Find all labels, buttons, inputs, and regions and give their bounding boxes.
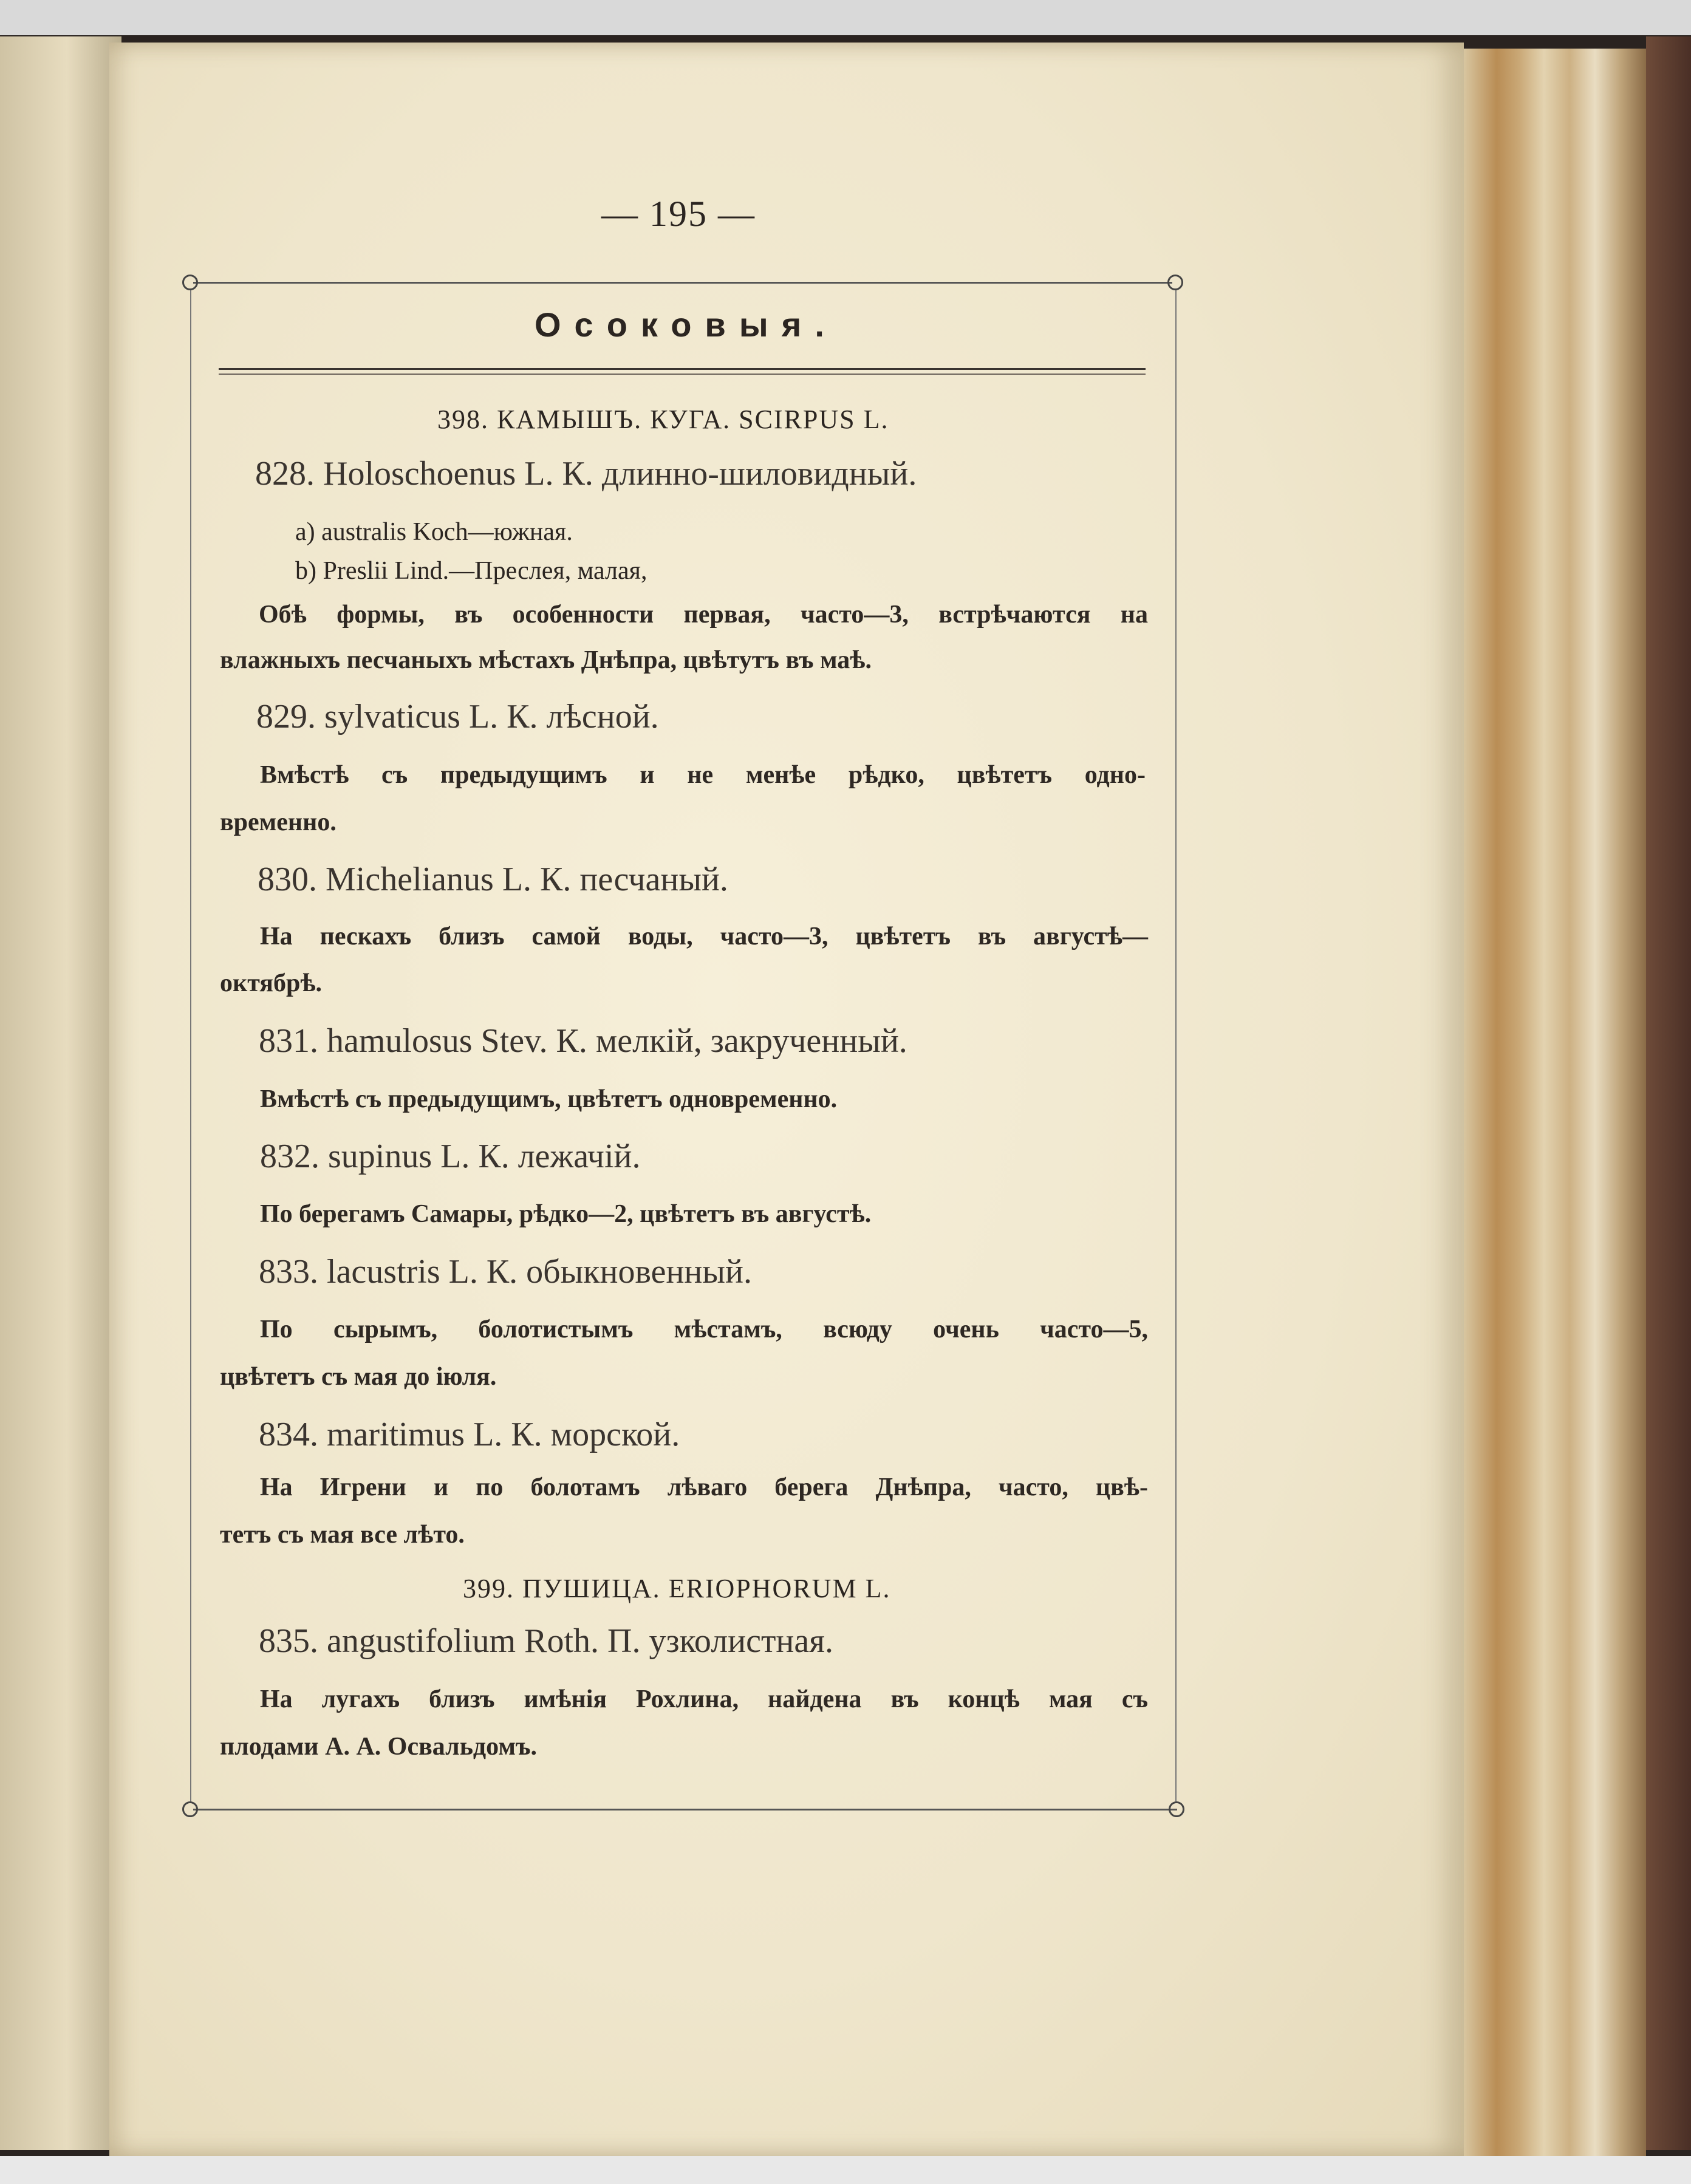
book-cover-edge (1646, 36, 1691, 2150)
species-title: 835. angustifolium Roth. П. узколистная. (259, 1622, 834, 1660)
species-description-line: На Игрени и по болотамъ лѣваго берега Днѣпра, часто, цвѣ- (260, 1473, 1148, 1501)
species-description-line: Обѣ формы, въ особенности первая, часто—3, встрѣчаются на (259, 601, 1148, 629)
top-margin (0, 0, 1691, 35)
variety-line: b) Preslii Lind.—Преслея, малая, (295, 557, 647, 585)
species-description-line: цвѣтетъ съ мая до іюля. (220, 1363, 497, 1391)
species-title: 831. hamulosus Stev. К. мелкій, закрученный. (259, 1022, 907, 1060)
species-description-line: тетъ съ мая все лѣто. (220, 1521, 465, 1549)
species-title: 830. Michelianus L. К. песчаный. (258, 861, 728, 898)
species-description-line: На лугахъ близъ имѣнія Рохлина, найдена въ концѣ мая съ (260, 1685, 1148, 1713)
species-description-line: По сырымъ, болотистымъ мѣстамъ, всюду очень часто—5, (260, 1316, 1148, 1343)
species-description-line: Вмѣстѣ съ предыдущимъ, цвѣтетъ одновременно. (260, 1085, 838, 1113)
species-title: 828. Holoschoenus L. К. длинно-шиловидный. (255, 455, 917, 493)
species-title: 834. maritimus L. К. морской. (259, 1416, 680, 1453)
facing-page-edge (0, 36, 121, 2150)
species-title: 833. lacustris L. К. обыкновенный. (259, 1253, 752, 1291)
frame-corner-ornament (182, 275, 198, 290)
genus-heading: 398. КАМЫШЪ. КУГА. SCIRPUS L. (437, 404, 889, 434)
species-description-line: октябрѣ. (220, 969, 323, 997)
species-description-line: Вмѣстѣ съ предыдущимъ и не менѣе рѣдко, цвѣтетъ одно- (260, 761, 1146, 789)
variety-line: a) australis Koch—южная. (295, 518, 573, 546)
page-stack-edges (1464, 49, 1646, 2156)
frame-right-rule (1175, 289, 1177, 1801)
genus-heading: 399. ПУШИЦА. ERIOPHORUM L. (463, 1574, 891, 1603)
title-rule-lower (219, 374, 1146, 375)
title-rule-upper (219, 368, 1146, 370)
frame-left-rule (190, 289, 191, 1801)
frame-bottom-rule (193, 1809, 1177, 1810)
species-description-line: временно. (220, 808, 336, 836)
frame-corner-ornament (182, 1801, 198, 1817)
frame-corner-ornament (1169, 1801, 1184, 1817)
species-description-line: плодами А. А. Освальдомъ. (220, 1733, 537, 1761)
species-description-line: На пескахъ близъ самой воды, часто—3, цвѣтетъ въ августѣ— (260, 923, 1148, 950)
species-title: 832. supinus L. К. лежачій. (260, 1138, 641, 1175)
frame-top-rule (193, 282, 1172, 284)
species-description-line: По берегамъ Самары, рѣдко—2, цвѣтетъ въ августѣ. (260, 1200, 872, 1228)
species-description-line: влажныхъ песчаныхъ мѣстахъ Днѣпра, цвѣтутъ въ маѣ. (220, 646, 872, 674)
page-number: — 195 — (601, 194, 756, 234)
section-title: Осоковыя. (535, 305, 838, 344)
frame-corner-ornament (1167, 275, 1183, 290)
bottom-margin (0, 2156, 1691, 2184)
species-title: 829. sylvaticus L. К. лѣсной. (256, 698, 659, 735)
